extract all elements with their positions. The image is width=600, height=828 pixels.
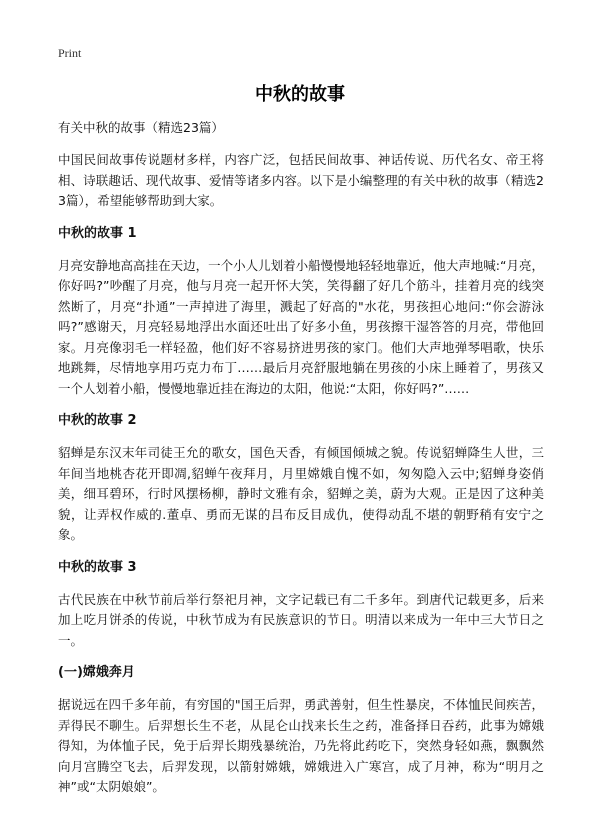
article-content bbox=[58, 118, 544, 810]
section-body-4: 据说远在四千多年前，有穷国的"国王后羿，勇武善射，但生性暴戾，不体恤民间疾苦，弄得民不聊生。后羿想长生不老，从昆仑山找来长生之药，准备择日吞药，此事为嫦娥得知，为体恤子民，免于后羿长期残暴统治，乃先将此药吃下，突然身轻如燕，飘飘然向月宫腾空飞去，后羿发现，以箭射嫦娥，嫦娥进入广寒宫，成了月神，称为“明月之神”或“太阴娘娘”。 bbox=[58, 697, 544, 794]
article-subtitle: 有关中秋的故事（精选23篇） bbox=[58, 120, 224, 135]
page-title: 中秋的故事 bbox=[255, 84, 345, 105]
section-body-2: 貂蝉是东汉末年司徒王允的歌女，国色天香，有倾国倾城之貌。传说貂蝉降生人世，三年间当地桃杏花开即凋,貂蝉午夜拜月，月里嫦娥自愧不如，匆匆隐入云中;貂蝉身姿俏美，细耳碧环，行时风摆杨柳，静时文雅有余，貂蝉之美，蔚为大观。正是因了这种美貌，让弄权作威的.董卓、勇而无谋的吕布反目成仇，使得动乱不堪的朝野稍有安宁之象。 bbox=[58, 445, 544, 542]
section-heading-4: (一)嫦娥奔月 bbox=[58, 665, 135, 680]
section-body-3: 古代民族在中秋节前后举行祭祀月神，文字记载已有二千多年。到唐代记载更多，后来加上吃月饼杀的传说，中秋节成为有民族意识的节日。明清以来成为一年中三大节日之一。 bbox=[58, 591, 544, 648]
section-heading-1: 中秋的故事 1 bbox=[58, 225, 137, 241]
section-heading-2: 中秋的故事 2 bbox=[58, 413, 137, 428]
print-link[interactable]: Print bbox=[58, 46, 82, 60]
section-heading-3: 中秋的故事 3 bbox=[58, 559, 137, 575]
section-body-1: 月亮安静地高高挂在天边，一个小人儿划着小船慢慢地轻轻地靠近，他大声地喊:“月亮，你好吗?”吵醒了月亮，他与月亮一起开怀大笑，笑得翻了好几个筋斗，挂着月亮的线突然断了，月亮“扑通”一声掉进了海里，溅起了好高的"水花，男孩担心地问:“你会游泳吗?”感谢天，月亮轻易地浮出水面还吐出了好多小鱼，男孩擦干湿答答的月亮，带他回家。月亮像羽毛一样轻盈，他们好不容易挤进男孩的家门。他们大声地弹琴唱歌，快乐地跳舞，尽情地享用巧克力布丁……最后月亮舒服地躺在男孩的小床上睡着了，男孩又一个人划着小船，慢慢地靠近挂在海边的太阳，他说:“太阳，你好吗?”…… bbox=[58, 257, 544, 396]
intro-paragraph: 中国民间故事传说题材多样，内容广泛，包括民间故事、神话传说、历代名女、帝王将相、诗联趣话、现代故事、爱情等诸多内容。以下是小编整理的有关中秋的故事（精选23篇），希望能够帮助到大家。 bbox=[58, 152, 544, 208]
